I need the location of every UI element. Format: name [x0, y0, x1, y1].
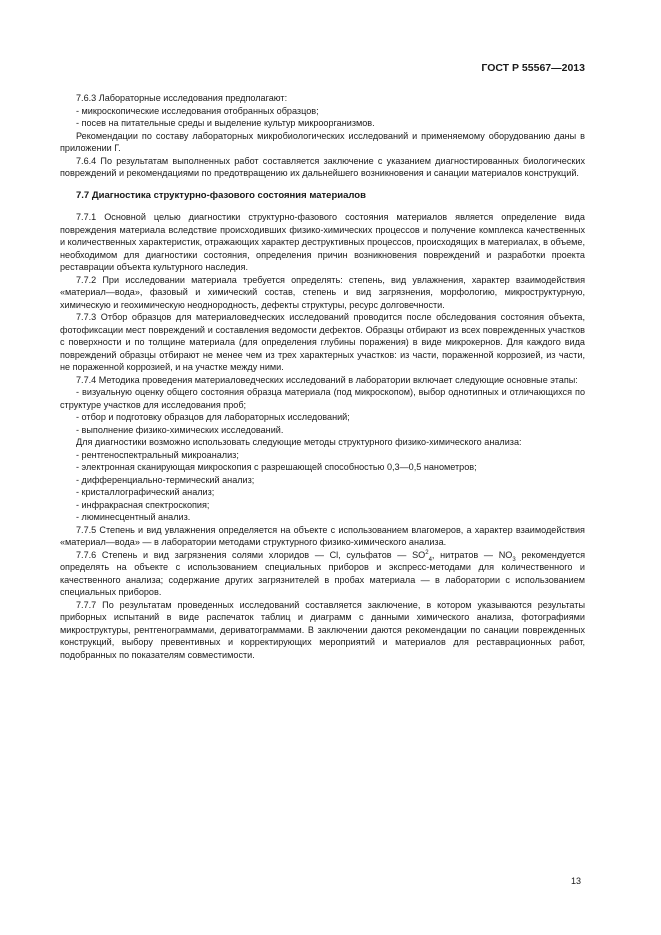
list-item: - инфракрасная спектроскопия; [76, 499, 210, 510]
list-item: - дифференциально-термический анализ; [76, 474, 255, 485]
list-item: - кристаллографический анализ; [76, 487, 215, 497]
section-heading-7-7: 7.7 Диагностика структурно-фазового состояния материалов [76, 189, 366, 201]
list-item: - микроскопические исследования отобранных образцов; [76, 105, 319, 116]
paragraph-7-7-1: 7.7.1 Основной целью диагностики структурно-фазового состояния материалов является определение вида повреждения материала вследствие происходивших физико-химических процессов и получение комплекса качественных и количественных характеристик, отражающих характер деструктивных процессов, происходящих в материалах, в объеме, необходимом для диагностики состояния, определения причин возникновения повреждений и разработки проекта реставрации объекта культурного наследия. [60, 212, 585, 272]
text-run: 7.7.6 Степень и вид загрязнения солями хлоридов — Cl, сульфатов — SO [76, 549, 426, 560]
document-body [60, 92, 585, 661]
paragraph-7-6-3: 7.6.3 Лабораторные исследования предполагают: [76, 93, 288, 103]
paragraph-7-7-7: 7.7.7 По результатам проведенных исследований составляется заключение, в котором указываются результаты приборных испытаний в виде распечаток таблиц и диаграмм с данными химического анализа, фотографиями микроструктуры, рентгенограммами, дериватограммами. В заключении даются рекомендации по санации поврежденных конструкций, выбору превентивных и корректирующих мероприятий и материалов для реставрационных работ, подобранных по показателям совместимости. [60, 599, 585, 660]
paragraph: Рекомендации по составу лабораторных микробиологических исследований и применяемому оборудованию даны в приложении Г. [60, 130, 585, 153]
paragraph-7-6-4: 7.6.4 По результатам выполненных работ составляется заключение с указанием диагностированных биологических повреждений и рекомендациями по предотвращению их дальнейшего возникновения и санации материалов конструкций. [60, 155, 585, 178]
list-item: - электронная сканирующая микроскопия с разрешающей способностью 0,3—0,5 нанометров; [76, 462, 477, 472]
page-number: 13 [570, 876, 581, 886]
text-run: рекомендуется определять на объекте с использованием специальных приборов и экспресс-методами для количественного и качественного анализа; содержание других загрязнителей в пробах материала — в лаборатории с использованием специальных приборов. [60, 549, 585, 597]
paragraph: Для диагностики возможно использовать следующие методы структурного физико-химического анализа: [76, 437, 522, 447]
list-item: - рентгеноспектральный микроанализ; [76, 449, 239, 460]
list-item: - визуальную оценку общего состояния образца материала (под микроскопом), выбор однотипных и отличающихся по структуре участков для исследования проб; [60, 387, 585, 410]
list-item: - отбор и подготовку образцов для лабораторных исследований; [76, 412, 350, 422]
list-item: - люминесцентный анализ. [76, 512, 191, 522]
text-run: , нитратов — NO [431, 549, 513, 560]
superscript: 2 [425, 549, 429, 556]
list-item: - выполнение физико-химических исследований. [76, 424, 284, 435]
subscript: 4 [428, 556, 432, 563]
list-item: - посев на питательные среды и выделение культур микроорганизмов. [76, 118, 375, 128]
standard-designation: ГОСТ Р 55567—2013 [481, 62, 585, 74]
paragraph-7-7-3: 7.7.3 Отбор образцов для материаловедческих исследований проводится после обследования состояния объекта, фотофиксации мест повреждений и составления ведомости дефектов. Образцы отбирают из всех поврежденных участков с поверхности и по толщине материала (для определения глубины поражения) в виде микрокернов. Для каждого вида повреждений образцы отбирают не менее чем из трех характерных участков: из части, пораженной коррозией, из части, не пораженной коррозией, и на участке между ними. [60, 312, 585, 372]
paragraph-7-7-2: 7.7.2 При исследовании материала требуется определять: степень, вид увлажнения, характер взаимодействия «материал—вода», фазовый и химический состав, степень и вид загрязнения, морфологию, микроструктурную, химическую и геохимическую неоднородность, дефекты структуры, ресурс долговечности. [60, 274, 585, 310]
paragraph-7-7-6 [60, 549, 585, 599]
subscript: 3 [512, 556, 516, 563]
paragraph-7-7-5: 7.7.5 Степень и вид увлажнения определяется на объекте с использованием влагомеров, а характер взаимодействия «материал—вода» — в лаборатории методами структурного физико-химического анализа. [60, 524, 585, 547]
paragraph-7-7-4: 7.7.4 Методика проведения материаловедческих исследований в лаборатории включает следующие основные этапы: [76, 374, 578, 385]
